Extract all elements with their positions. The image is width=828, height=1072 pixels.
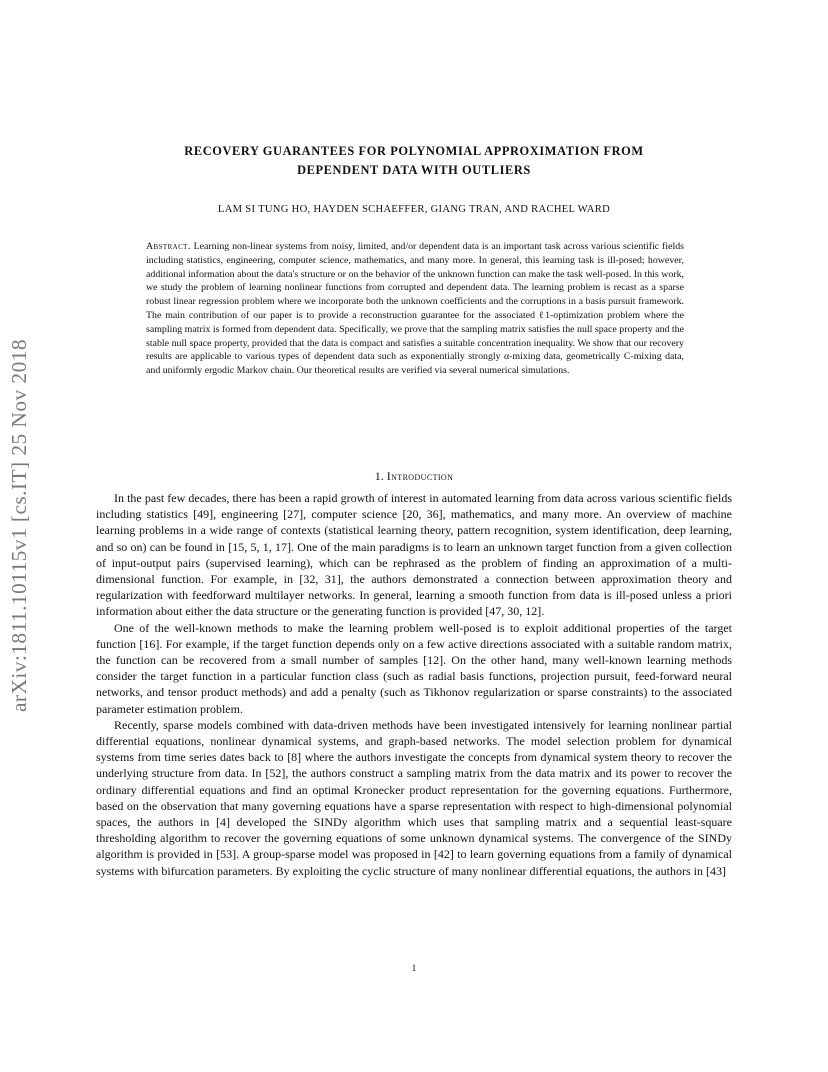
section-heading [96, 469, 732, 484]
arxiv-identifier-text: arXiv:1811.10115v1 [cs.IT] 25 Nov 2018 [7, 338, 32, 712]
abstract-label: Abstract. [146, 241, 191, 252]
paper-title [96, 142, 732, 180]
paragraph: Recently, sparse models combined with data-driven methods have been investigated intensively for learning nonlinear partial differential equations, nonlinear dynamical systems, and graph-based networks. The model selection problem for dynamical systems from time series dates back to [8] where the authors investigate the concepts from dynamical system theory to recover the underlying structure from data. In [52], the authors construct a sampling matrix from the data matrix and its power to recover the ordinary differential equations and find an optimal Kronecker product representation for the governing equations. Furthermore, based on the observation that many governing equations have a sparse representation with respect to high-dimensional polynomial spaces, the authors in [4] developed the SINDy algorithm which uses that sampling matrix and a sequential least-square thresholding algorithm to recover the governing equations of some unknown dynamical systems. The convergence of the SINDy algorithm is provided in [53]. A group-sparse model was proposed in [42] to learn governing equations from a family of dynamical systems with bifurcation parameters. By exploiting the cyclic structure of many nonlinear differential equations, the authors in [43] [96, 717, 732, 878]
body-text [96, 490, 732, 879]
section-title: Introduction [386, 469, 454, 483]
paper-title-line-1: RECOVERY GUARANTEES FOR POLYNOMIAL APPROXIMATION FROM [184, 144, 644, 158]
page-number: 1 [411, 964, 417, 974]
arxiv-identifier-stamp [2, 290, 38, 760]
paper-title-line-2: DEPENDENT DATA WITH OUTLIERS [297, 163, 531, 177]
abstract-text: Learning non-linear systems from noisy, limited, and/or dependent data is an important task across various scientific fields including statistics, engineering, computer science, mathematics, and many more. In general, this learning task is ill-posed; however, additional information about the data's structure or on the behavior of the unknown function can make the task well-posed. In this work, we study the problem of learning nonlinear functions from corrupted and dependent data. The learning problem is recast as a sparse robust linear regression problem where we incorporate both the unknown coefficients and the corruptions in a basis pursuit framework. The main contribution of our paper is to provide a reconstruction guarantee for the associated ℓ1-optimization problem where the sampling matrix is formed from dependent data. Specifically, we prove that the sampling matrix satisfies the null space property and the stable null space property, provided that the data is compact and satisfies a suitable concentration inequality. We show that our recovery results are applicable to various types of dependent data such as exponentially strongly α-mixing data, geometrically C-mixing data, and uniformly ergodic Markov chain. Our theoretical results are verified via several numerical simulations. [146, 241, 684, 377]
abstract [146, 240, 684, 378]
section-number: 1. [374, 469, 384, 483]
paragraph: In the past few decades, there has been a rapid growth of interest in automated learning from data across various scientific fields including statistics [49], engineering [27], computer science [20, 36], mathematics, and many more. An overview of machine learning problems in a wide range of contexts (statistical learning theory, pattern recognition, system identification, deep learning, and so on) can be found in [15, 5, 1, 17]. One of the main paradigms is to learn an unknown target function from a given collection of input-output pairs (supervised learning), which can be rephrased as the problem of finding an approximation of a multi-dimensional function. For example, in [32, 31], the authors demonstrated a connection between approximation theory and regularization with feedforward multilayer networks. In general, learning a smooth function from data is ill-posed unless a priori information about either the data structure or the generating function is provided [47, 30, 12]. [96, 491, 732, 619]
paragraph: One of the well-known methods to make the learning problem well-posed is to exploit additional properties of the target function [16]. For example, if the target function depends only on a few active directions associated with a suitable random matrix, the function can be recovered from a small number of samples [12]. On the other hand, many well-known learning methods consider the target function in a particular function class (such as radial basis functions, projection pursuit, feed-forward neural networks, and tensor product methods) and add a penalty (such as Tikhonov regularization or sparse constraints) to the associated parameter estimation problem. [96, 620, 732, 716]
author-list: LAM SI TUNG HO, HAYDEN SCHAEFFER, GIANG TRAN, AND RACHEL WARD [217, 204, 611, 215]
